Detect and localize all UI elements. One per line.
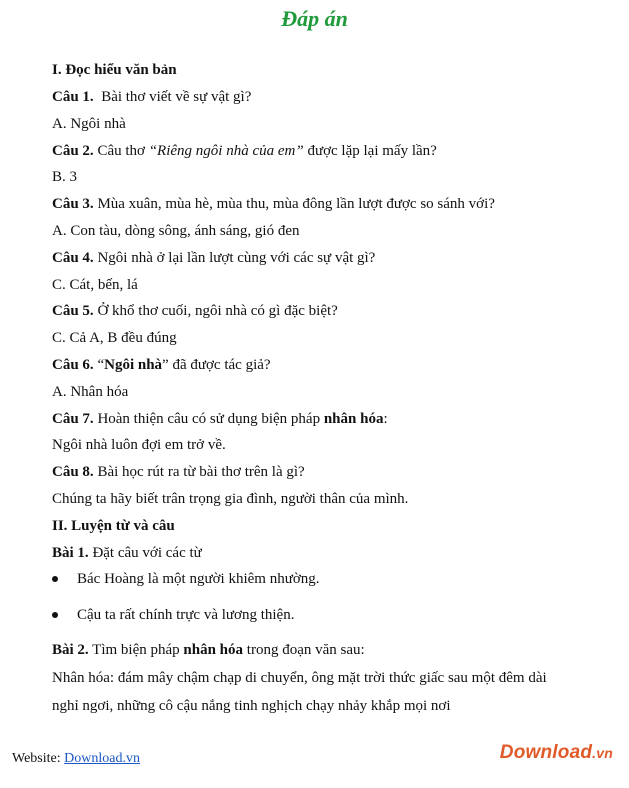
question-label: Câu 1. [52, 89, 94, 105]
logo-text: Download [499, 742, 593, 763]
answer-8: Chúng ta hãy biết trân trọng gia đình, người thân của mình. [52, 491, 409, 507]
answer-3: A. Con tàu, dòng sông, ánh sáng, gió đen [52, 223, 300, 239]
quoted-verse: “Riêng ngôi nhà của em” [148, 143, 304, 159]
question-7 [52, 410, 388, 428]
page-title: Đáp án [281, 6, 348, 31]
exercise-text: Tìm biện pháp [92, 642, 184, 658]
bullet-item-1: Bác Hoàng là một người khiêm nhường. [77, 571, 320, 587]
exercise-2 [52, 641, 365, 659]
bullet-item-2: Cậu ta rất chính trực và lương thiện. [77, 607, 295, 623]
exercise-text: trong đoạn văn sau: [243, 642, 365, 658]
bullet-dot [52, 612, 58, 618]
question-6 [52, 356, 271, 374]
exercise-label: Bài 1. [52, 545, 89, 561]
answer-2: B. 3 [52, 169, 78, 185]
question-2 [52, 142, 437, 160]
answer-4: C. Cát, bến, lá [52, 277, 138, 293]
footer-label: Website: [12, 751, 65, 766]
bold-term: Ngôi nhà [104, 357, 163, 373]
question-label: Câu 4. [52, 250, 94, 266]
answer-exercise-2-line-2: nghỉ ngơi, những cô cậu nắng tinh nghịch chạy nhảy khắp mọi nơi [52, 698, 451, 714]
bullet-dot [52, 576, 58, 582]
bold-term: nhân hóa [323, 411, 384, 427]
footer-link[interactable]: Download.vn [64, 751, 140, 766]
download-logo [500, 742, 613, 768]
footer-website [12, 751, 140, 767]
question-4 [52, 249, 375, 267]
question-text: Bài thơ viết về sự vật gì? [101, 89, 252, 105]
question-label: Câu 6. [52, 357, 94, 373]
question-5 [52, 302, 338, 320]
question-text: Câu thơ [97, 143, 149, 159]
question-text: : [383, 411, 388, 427]
question-text: Ngôi nhà ở lại lần lượt cùng với các sự vật gì? [97, 250, 376, 266]
answer-exercise-2-line-1: Nhân hóa: đám mây chậm chạp di chuyển, ông mặt trời thức giấc sau một đêm dài [52, 670, 547, 686]
question-8 [52, 463, 305, 481]
question-label: Câu 5. [52, 303, 94, 319]
answer-7: Ngôi nhà luôn đợi em trở về. [52, 437, 226, 453]
exercise-label: Bài 2. [52, 642, 89, 658]
question-text: Hoàn thiện câu có sử dụng biện pháp [97, 411, 324, 427]
exercise-text: Đặt câu với các từ [92, 545, 202, 561]
question-text: Bài học rút ra từ bài thơ trên là gì? [97, 464, 305, 480]
exercise-1 [52, 544, 202, 562]
question-label: Câu 8. [52, 464, 94, 480]
question-1 [52, 88, 251, 106]
section-heading-practice: II. Luyện từ và câu [52, 518, 175, 534]
logo-suffix: .vn [592, 745, 613, 761]
question-text: ” đã được tác giả? [162, 357, 271, 373]
question-text: “ [97, 357, 105, 373]
bold-term: nhân hóa [183, 642, 244, 658]
question-label: Câu 2. [52, 143, 94, 159]
question-label: Câu 3. [52, 196, 94, 212]
section-heading-reading: I. Đọc hiểu văn bản [52, 62, 177, 78]
question-text: Mùa xuân, mùa hè, mùa thu, mùa đông lần lượt được so sánh với? [97, 196, 495, 212]
question-text: được lặp lại mấy lần? [303, 143, 437, 159]
answer-5: C. Cả A, B đều đúng [52, 330, 177, 346]
answer-6: A. Nhân hóa [52, 384, 129, 400]
question-label: Câu 7. [52, 411, 94, 427]
question-text: Ở khổ thơ cuối, ngôi nhà có gì đặc biệt? [97, 303, 338, 319]
answer-1: A. Ngôi nhà [52, 116, 126, 132]
question-3 [52, 195, 495, 213]
